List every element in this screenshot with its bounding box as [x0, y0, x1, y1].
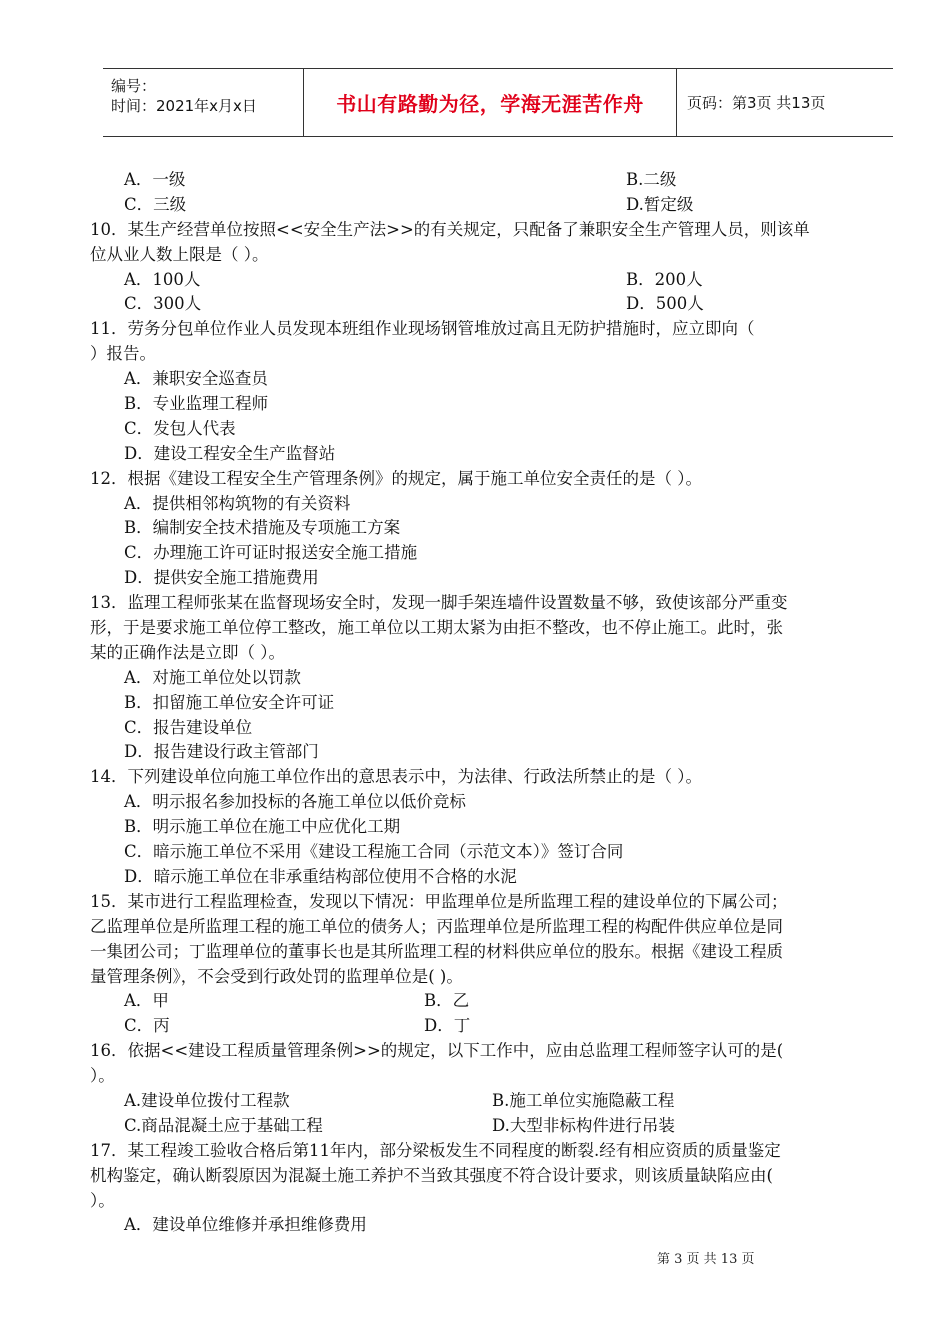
q10-option-a: A．100人 [124, 269, 201, 289]
q17-line1: 17．某工程竣工验收合格后第11年内，部分梁板发生不同程度的断裂.经有相应资质的质量鉴定 [90, 1140, 781, 1160]
header-left-cell [103, 69, 304, 136]
q16-option-c: C.商品混凝土应于基础工程 [124, 1115, 323, 1135]
q14-option-d: D．暗示施工单位在非承重结构部位使用不合格的水泥 [124, 866, 517, 886]
q13-option-a: A．对施工单位处以罚款 [124, 667, 301, 687]
q9-option-b: B.二级 [626, 170, 677, 189]
q15-option-a: A．甲 [124, 991, 169, 1011]
q12-line1: 12．根据《建设工程安全生产管理条例》的规定，属于施工单位安全责任的是（ ）。 [90, 468, 702, 488]
q11-option-b: B．专业监理工程师 [124, 394, 269, 414]
header-right-cell [677, 69, 903, 136]
q9-option-d: D.暂定级 [626, 194, 694, 214]
q14-option-c: C．暗示施工单位不采用《建设工程施工合同（示范文本）》签订合同 [124, 842, 624, 862]
q9-option-c: C．三级 [124, 194, 187, 214]
q11-line2: ）报告。 [90, 344, 156, 364]
q15-options-row1 [90, 989, 900, 1014]
q15-options-row2 [90, 1014, 900, 1039]
q13-line2: 形，于是要求施工单位停工整改，施工单位以工期太紧为由拒不整改，也不停止施工。此时，张 [90, 618, 783, 638]
q16-line1: 16．依据<<建设工程质量管理条例>>的规定，以下工作中，应由总监理工程师签字认可的是( [90, 1041, 784, 1061]
q15-line2: 乙监理单位是所监理工程的施工单位的债务人；丙监理单位是所监理工程的构配件供应单位是同 [90, 916, 783, 936]
q11-line1: 11．劳务分包单位作业人员发现本班组作业现场钢管堆放过高且无防护措施时，应立即向（ [90, 319, 755, 339]
document-body [90, 168, 900, 1238]
q15-option-c: C．丙 [124, 1016, 170, 1036]
q13-option-b: B．扣留施工单位安全许可证 [124, 692, 335, 712]
q17-option-a: A．建设单位维修并承担维修费用 [124, 1215, 367, 1235]
q13-option-d: D．报告建设行政主管部门 [124, 742, 319, 762]
page-footer: 第 3 页 共 13 页 [657, 1252, 755, 1267]
q12-option-b: B．编制安全技术措施及专项施工方案 [124, 518, 401, 538]
q12-option-c: C．办理施工许可证时报送安全施工措施 [124, 543, 418, 563]
q15-option-b: B．乙 [424, 991, 470, 1011]
q10-options-row1 [90, 268, 900, 293]
header-center-cell [304, 69, 677, 136]
q9-option-a: A．一级 [124, 170, 186, 189]
q15-line4: 量管理条例》，不会受到行政处罚的监理单位是( )。 [90, 966, 463, 986]
time-label: 时间：2021年x月x日 [111, 97, 257, 115]
q15-line1: 15．某市进行工程监理检查，发现以下情况：甲监理单位是所监理工程的建设单位的下属公司； [90, 891, 788, 911]
q16-options-row1 [90, 1089, 900, 1114]
header-table [103, 68, 893, 137]
q10-options-row2 [90, 292, 900, 317]
page-label: 页码：第3页 共13页 [687, 94, 826, 112]
q15-option-d: D．丁 [424, 1016, 471, 1036]
q13-option-c: C．报告建设单位 [124, 717, 253, 737]
q10-option-b: B．200人 [626, 269, 703, 289]
q11-option-c: C．发包人代表 [124, 418, 236, 438]
q17-line2: 机构鉴定，确认断裂原因为混凝土施工养护不当致其强度不符合设计要求，则该质量缺陷应由( [90, 1165, 773, 1185]
q15-line3: 一集团公司；丁监理单位的董事长也是其所监理工程的材料供应单位的股东。根据《建设工程质 [90, 941, 783, 961]
q9-options-row2 [90, 193, 900, 218]
q16-option-b: B.施工单位实施隐蔽工程 [492, 1090, 675, 1110]
q16-option-a: A.建设单位拨付工程款 [124, 1090, 290, 1110]
q10-option-d: D．500人 [626, 294, 704, 314]
q16-option-d: D.大型非标构件进行吊装 [492, 1115, 675, 1135]
q12-option-d: D．提供安全施工措施费用 [124, 568, 319, 588]
q16-options-row2 [90, 1114, 900, 1139]
q13-line3: 某的正确作法是立即（ ）。 [90, 642, 285, 662]
q14-line1: 14．下列建设单位向施工单位作出的意思表示中，为法律、行政法所禁止的是（ ）。 [90, 767, 702, 787]
q16-line2: ）。 [90, 1066, 115, 1086]
q14-option-a: A．明示报名参加投标的各施工单位以低价竞标 [124, 792, 466, 812]
q10-option-c: C．300人 [124, 294, 202, 314]
q10-line2: 位从业人数上限是（ ）。 [90, 244, 269, 264]
q9-options-row1 [90, 168, 900, 193]
q11-option-d: D．建设工程安全生产监督站 [124, 443, 336, 463]
q17-line3: ）。 [90, 1190, 115, 1210]
motto-text: 书山有路勤为径，学海无涯苦作舟 [336, 92, 644, 116]
q10-line1: 10．某生产经营单位按照<<安全生产法>>的有关规定，只配备了兼职安全生产管理人员，则该单 [90, 219, 810, 239]
q11-option-a: A．兼职安全巡查员 [124, 369, 268, 389]
number-label: 编号： [111, 77, 157, 95]
q14-option-b: B．明示施工单位在施工中应优化工期 [124, 817, 401, 837]
q12-option-a: A．提供相邻构筑物的有关资料 [124, 493, 351, 513]
q13-line1: 13．监理工程师张某在监督现场安全时，发现一脚手架连墙件设置数量不够，致使该部分严重变 [90, 593, 788, 613]
